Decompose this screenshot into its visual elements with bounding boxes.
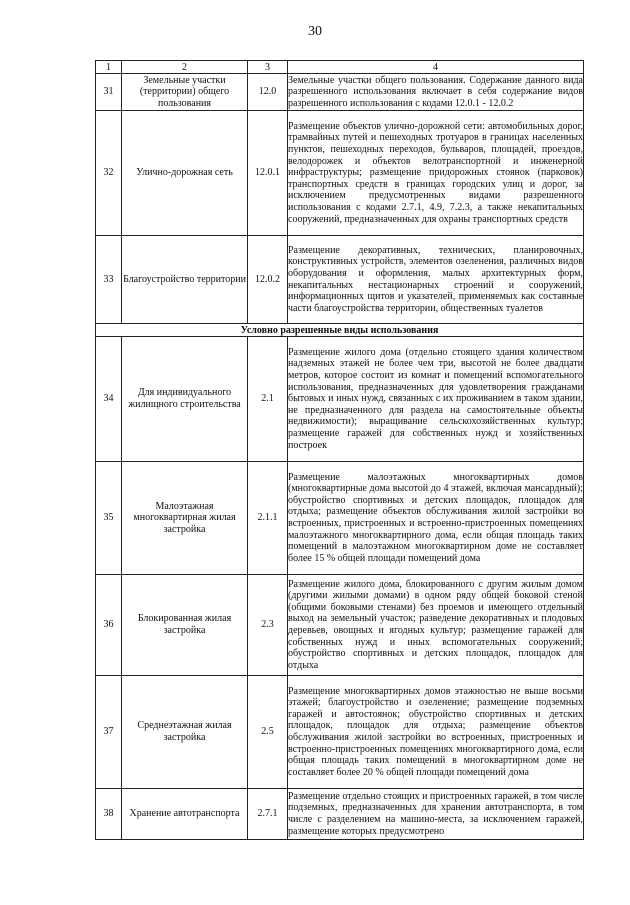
row-name: Земельные участки (территории) общего пользования bbox=[122, 74, 248, 111]
row-description: Размещение многоквартирных домов этажностью не выше восьми этажей; благоустройство и озеленение; размещение подземных гаражей и автостоянок; обустройство спортивных и детских площадок, площадок для отдыха; размещение объектов обслуживания жилой застройки во встроенных, пристроенных и встроенно-пристроенных помещениях многоквартирного дома, если общая площадь таких помещений в многоквартирном доме не составляет более 20 % общей площади помещений дома bbox=[288, 676, 584, 789]
table-header-row bbox=[96, 61, 584, 74]
section-title: Условно разрешенные виды использования bbox=[96, 324, 584, 337]
row-code: 12.0 bbox=[248, 74, 288, 111]
column-header: 1 bbox=[96, 61, 122, 74]
land-use-table bbox=[95, 60, 584, 840]
row-name: Для индивидуального жилищного строительства bbox=[122, 337, 248, 462]
row-name: Среднеэтажная жилая застройка bbox=[122, 676, 248, 789]
table-row bbox=[96, 236, 584, 324]
row-description: Размещение малоэтажных многоквартирных домов (многоквартирные дома высотой до 4 этажей, включая мансардный); обустройство спортивных и детских площадок, площадок для отдыха; размещение объектов обслуживания жилой застройки во встроенных, пристроенных и встроенно-пристроенных помещениях малоэтажного многоквартирного дома, если общая площадь таких помещений в малоэтажном многоквартирном доме не составляет более 15 % общей площади помещений дома bbox=[288, 462, 584, 575]
row-name: Блокированная жилая застройка bbox=[122, 575, 248, 676]
row-description: Земельные участки общего пользования. Содержание данного вида разрешенного использования включает в себя содержание видов разрешенного использования с кодами 12.0.1 - 12.0.2 bbox=[288, 74, 583, 109]
row-code: 2.5 bbox=[248, 676, 288, 789]
row-code: 12.0.1 bbox=[248, 111, 288, 236]
row-number: 33 bbox=[96, 236, 122, 324]
table-row bbox=[96, 111, 584, 236]
row-description: Размещение декоративных, технических, планировочных, конструктивных устройств, элементов озеленения, различных видов оборудования и оформления, малых архитектурных форм, некапитальных нестационарных строений и сооружений, информационных щитов и указателей, применяемых как составные части благоустройства территории, общественных туалетов bbox=[288, 236, 584, 324]
column-header: 3 bbox=[248, 61, 288, 74]
table-row bbox=[96, 74, 584, 111]
page-number: 30 bbox=[308, 24, 322, 39]
row-description: Размещение отдельно стоящих и пристроенных гаражей, в том числе подземных, предназначенных для хранения автотранспорта, в том числе с разделением на машино-места, за исключением гаражей, размещение которых предусмотрено bbox=[288, 789, 584, 840]
row-name: Улично-дорожная сеть bbox=[122, 111, 248, 236]
column-header: 2 bbox=[122, 61, 248, 74]
table-row bbox=[96, 676, 584, 789]
row-number: 38 bbox=[96, 789, 122, 840]
row-name: Благоустройство территории bbox=[122, 236, 248, 324]
row-code: 2.1.1 bbox=[248, 462, 288, 575]
section-header-row bbox=[96, 324, 584, 337]
row-number: 36 bbox=[96, 575, 122, 676]
row-name: Малоэтажная многоквартирная жилая застройка bbox=[122, 462, 248, 575]
column-header: 4 bbox=[288, 61, 584, 74]
row-description: Размещение жилого дома (отдельно стоящего здания количеством надземных этажей не более чем три, высотой не более двадцати метров, которое состоит из комнат и помещений вспомогательного использования, предназначенных для удовлетворения гражданами бытовых и иных нужд, связанных с их проживанием в таком здании, не предназначенного для раздела на самостоятельные объекты недвижимости); выращивание сельскохозяйственных культур; размещение гаражей для собственных нужд и хозяйственных построек bbox=[288, 337, 584, 462]
row-number: 37 bbox=[96, 676, 122, 789]
row-number: 32 bbox=[96, 111, 122, 236]
row-code: 2.1 bbox=[248, 337, 288, 462]
row-number: 35 bbox=[96, 462, 122, 575]
row-code: 2.7.1 bbox=[248, 789, 288, 840]
row-name: Хранение автотранспорта bbox=[122, 789, 248, 840]
table-row bbox=[96, 462, 584, 575]
table-row bbox=[96, 337, 584, 462]
row-code: 2.3 bbox=[248, 575, 288, 676]
row-description: Размещение объектов улично-дорожной сети: автомобильных дорог, трамвайных путей и пешеходных тротуаров в границах населенных пунктов, пешеходных переходов, бульваров, площадей, проездов, велодорожек и объектов велотранспортной и инженерной инфраструктуры; размещение придорожных стоянок (парковок) транспортных средств в границах городских улиц и дорог, за исключением предусмотренных видами разрешенного использования с кодами 2.7.1, 4.9, 7.2.3, а также некапитальных сооружений, предназначенных для охраны транспортных средств bbox=[288, 111, 584, 236]
table-row bbox=[96, 575, 584, 676]
row-description: Размещение жилого дома, блокированного с другим жилым домом (другими жилыми домами) в одном ряду общей боковой стеной (общими боковыми стенами) без проемов и имеющего отдельный выход на земельный участок; разведение декоративных и плодовых деревьев, овощных и ягодных культур; размещение гаражей для собственных нужд и иных вспомогательных сооружений; обустройство спортивных и детских площадок, площадок для отдыха bbox=[288, 575, 584, 676]
row-number: 34 bbox=[96, 337, 122, 462]
row-code: 12.0.2 bbox=[248, 236, 288, 324]
table-row bbox=[96, 789, 584, 840]
row-number: 31 bbox=[96, 74, 122, 111]
